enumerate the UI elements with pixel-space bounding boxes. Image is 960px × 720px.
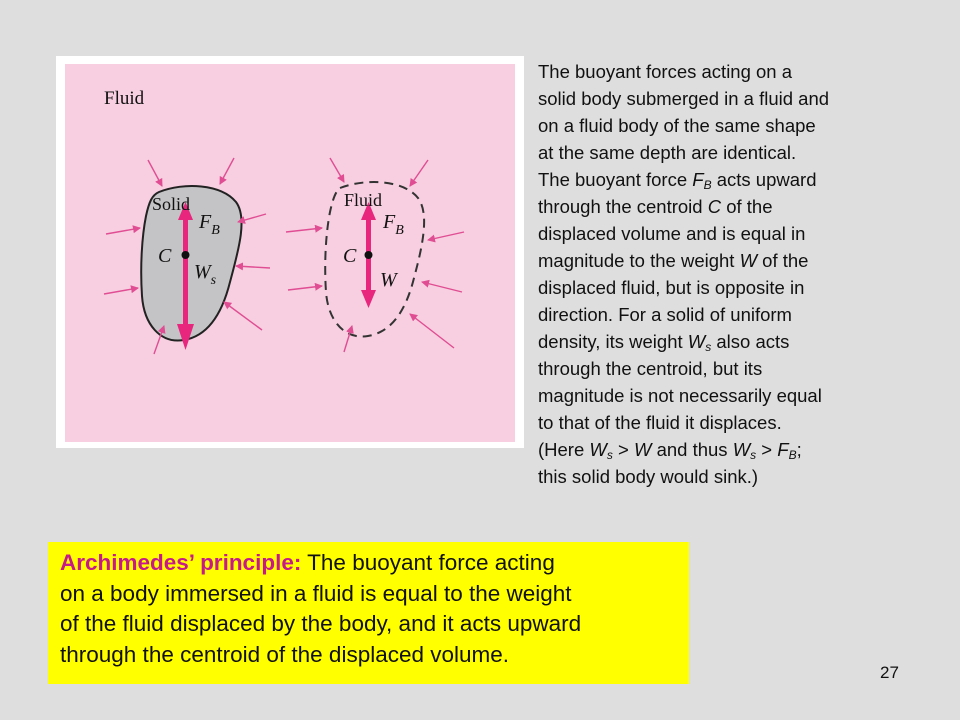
fluid-label: Fluid [104, 88, 145, 109]
desc-line: magnitude is not necessarily equal [538, 385, 822, 406]
page-number: 27 [880, 663, 899, 682]
fluid-background [65, 64, 515, 442]
desc-line: this solid body would sink.) [538, 466, 759, 487]
desc-line: The buoyant forces acting on a [538, 61, 793, 82]
buoyancy-diagram [56, 56, 524, 448]
desc-line: The buoyant force $F_B$ acts upward [538, 169, 817, 192]
desc-line: to that of the fluid it displaces. [538, 412, 782, 433]
solid-buoyant-force-label: $F_B$ [199, 211, 220, 238]
desc-line: density, its weight $W_s$ also acts [538, 331, 790, 354]
desc-line: through the centroid C of the [538, 196, 773, 217]
solid-centroid-label: C [158, 245, 172, 267]
fluid-buoyant-force-label: $F_B$ [383, 211, 404, 238]
principle-line: on a body immersed in a fluid is equal to the weight [60, 580, 572, 606]
fluid-centroid-dot [365, 251, 373, 259]
desc-line: displaced fluid, but is opposite in [538, 277, 805, 298]
solid-centroid-dot [182, 251, 190, 259]
solid-weight-label: $W_s$ [194, 261, 217, 288]
solid-label: Solid [152, 194, 191, 214]
fluid-centroid-label: C [343, 245, 357, 267]
desc-line: displaced volume and is equal in [538, 223, 806, 244]
desc-line: on a fluid body of the same shape [538, 115, 816, 136]
desc-line: magnitude to the weight W of the [538, 250, 809, 271]
archimedes-principle-box [48, 542, 689, 684]
desc-line: (Here $W_s > W$ and thus $W_s > F_B$; [538, 439, 802, 462]
principle-line: of the fluid displaced by the body, and it acts upward [60, 611, 582, 636]
desc-line: direction. For a solid of uniform [538, 304, 792, 325]
buoyancy-figure [56, 56, 524, 448]
figure-description [538, 58, 938, 490]
desc-line: solid body submerged in a fluid and [538, 88, 830, 109]
fluid-body-label: Fluid [344, 190, 383, 210]
fluid-weight-label: W [380, 269, 397, 291]
desc-line: through the centroid, but its [538, 358, 763, 379]
principle-heading: Archimedes’ principle: [60, 550, 302, 575]
principle-line: through the centroid of the displaced volume. [60, 641, 510, 667]
principle-line: Archimedes’ principle: The buoyant force acting [60, 550, 555, 575]
desc-line: at the same depth are identical. [538, 142, 797, 163]
